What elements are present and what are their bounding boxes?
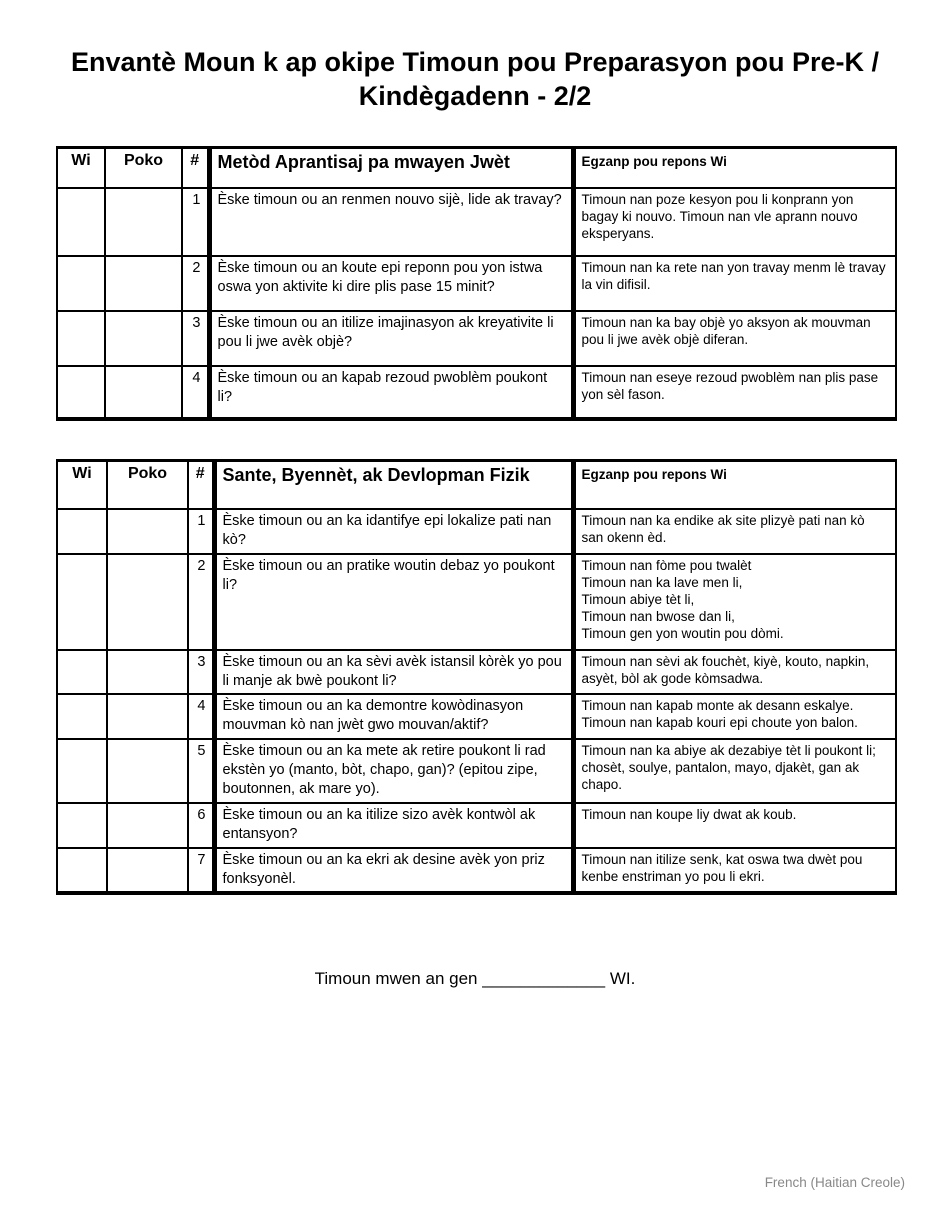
table-row bbox=[57, 366, 896, 419]
example-line: Timoun abiye tèt li, bbox=[581, 591, 695, 607]
wi-checkbox-cell[interactable] bbox=[57, 803, 107, 848]
table-row bbox=[57, 739, 896, 803]
poko-checkbox-cell[interactable] bbox=[105, 188, 182, 256]
example-text bbox=[573, 256, 896, 311]
col-num-header: # bbox=[188, 461, 214, 509]
col-example-header: Egzanp pou repons Wi bbox=[573, 461, 896, 509]
wi-checkbox-cell[interactable] bbox=[57, 848, 107, 893]
wi-checkbox-cell[interactable] bbox=[57, 694, 107, 739]
row-number: 7 bbox=[188, 848, 214, 893]
table-row bbox=[57, 694, 896, 739]
question-text: Èske timoun ou an itilize imajinasyon ak kreyativite li pou li jwe avèk objè? bbox=[209, 311, 573, 366]
table-row bbox=[57, 256, 896, 311]
poko-checkbox-cell[interactable] bbox=[105, 366, 182, 419]
row-number: 6 bbox=[188, 803, 214, 848]
example-text bbox=[573, 509, 896, 554]
wi-checkbox-cell[interactable] bbox=[57, 509, 107, 554]
table-row bbox=[57, 509, 896, 554]
example-line: Timoun nan fòme pou twalèt bbox=[581, 557, 752, 573]
example-text bbox=[573, 188, 896, 256]
row-number: 3 bbox=[182, 311, 209, 366]
example-text bbox=[573, 694, 896, 739]
poko-checkbox-cell[interactable] bbox=[107, 650, 188, 694]
example-line: Timoun nan ka lave men li, bbox=[581, 574, 743, 590]
row-number: 4 bbox=[182, 366, 209, 419]
wi-checkbox-cell[interactable] bbox=[57, 188, 105, 256]
col-example-header: Egzanp pou repons Wi bbox=[573, 148, 896, 188]
poko-checkbox-cell[interactable] bbox=[107, 509, 188, 554]
section-heading: Metòd Aprantisaj pa mwayen Jwèt bbox=[209, 148, 573, 188]
section-heading: Sante, Byennèt, ak Devlopman Fizik bbox=[214, 461, 573, 509]
health-physical-table bbox=[56, 459, 897, 895]
wi-checkbox-cell[interactable] bbox=[57, 256, 105, 311]
question-text: Èske timoun ou an pratike woutin debaz yo poukont li? bbox=[214, 554, 573, 650]
question-text: Èske timoun ou an renmen nouvo sijè, lide ak travay? bbox=[209, 188, 573, 256]
row-number: 3 bbox=[188, 650, 214, 694]
summary-line: Timoun mwen an gen _____________ WI. bbox=[314, 969, 636, 988]
question-text: Èske timoun ou an koute epi reponn pou yon istwa oswa yon aktivite ki dire plis pase 15 minit? bbox=[209, 256, 573, 311]
table-row bbox=[57, 848, 896, 893]
poko-checkbox-cell[interactable] bbox=[105, 256, 182, 311]
col-poko-header: Poko bbox=[107, 461, 188, 509]
wi-checkbox-cell[interactable] bbox=[57, 311, 105, 366]
example-text bbox=[573, 311, 896, 366]
example-line: Timoun nan ka abiye ak dezabiye tèt li poukont li; chosèt, soulye, pantalon, mayo, djakèt, gan ak chapo. bbox=[581, 742, 876, 792]
example-line: Timoun nan ka bay objè yo aksyon ak mouvman pou li jwe avèk objè diferan. bbox=[581, 314, 871, 347]
wi-checkbox-cell[interactable] bbox=[57, 739, 107, 803]
table-row bbox=[57, 188, 896, 256]
table-body bbox=[57, 509, 896, 893]
question-text: Èske timoun ou an ka idantifye epi lokalize pati nan kò? bbox=[214, 509, 573, 554]
example-line: Timoun nan kapab monte ak desann eskalye. bbox=[581, 697, 854, 713]
example-text bbox=[573, 366, 896, 419]
example-text bbox=[573, 803, 896, 848]
poko-checkbox-cell[interactable] bbox=[107, 848, 188, 893]
question-text: Èske timoun ou an kapab rezoud pwoblèm poukont li? bbox=[209, 366, 573, 419]
wi-checkbox-cell[interactable] bbox=[57, 650, 107, 694]
question-text: Èske timoun ou an ka demontre kowòdinasyon mouvman kò nan jwèt gwo mouvan/aktif? bbox=[214, 694, 573, 739]
question-text: Èske timoun ou an ka sèvi avèk istansil kòrèk yo pou li manje ak bwè poukont li? bbox=[214, 650, 573, 694]
row-number: 5 bbox=[188, 739, 214, 803]
example-line: Timoun nan sèvi ak fouchèt, kiyè, kouto, napkin, asyèt, bòl ak gode kòmsadwa. bbox=[581, 653, 870, 686]
example-line: Timoun nan ka endike ak site plizyè pati nan kò san okenn èd. bbox=[581, 512, 865, 545]
table-body bbox=[57, 188, 896, 419]
table-row bbox=[57, 311, 896, 366]
example-line: Timoun nan eseye rezoud pwoblèm nan plis pase yon sèl fason. bbox=[581, 369, 879, 402]
table-row bbox=[57, 554, 896, 650]
example-line: Timoun nan ka rete nan yon travay menm lè travay la vin difisil. bbox=[581, 259, 886, 292]
example-text bbox=[573, 739, 896, 803]
wi-checkbox-cell[interactable] bbox=[57, 554, 107, 650]
example-line: Timoun nan bwose dan li, bbox=[581, 608, 735, 624]
col-poko-header: Poko bbox=[105, 148, 182, 188]
col-wi-header: Wi bbox=[57, 148, 105, 188]
row-number: 1 bbox=[182, 188, 209, 256]
example-line: Timoun nan itilize senk, kat oswa twa dwèt pou kenbe enstriman yo pou li ekri. bbox=[581, 851, 863, 884]
col-wi-header: Wi bbox=[57, 461, 107, 509]
example-text bbox=[573, 554, 896, 650]
page-title: Envantè Moun k ap okipe Timoun pou Preparasyon pou Pre-K / Kindègadenn - 2/2 bbox=[70, 47, 880, 111]
example-text bbox=[573, 848, 896, 893]
poko-checkbox-cell[interactable] bbox=[105, 311, 182, 366]
language-label: French (Haitian Creole) bbox=[764, 1175, 905, 1190]
example-line: Timoun nan kapab kouri epi choute yon balon. bbox=[581, 714, 858, 730]
poko-checkbox-cell[interactable] bbox=[107, 739, 188, 803]
table-row bbox=[57, 650, 896, 694]
wi-checkbox-cell[interactable] bbox=[57, 366, 105, 419]
col-num-header: # bbox=[182, 148, 209, 188]
question-text: Èske timoun ou an ka ekri ak desine avèk yon priz fonksyonèl. bbox=[214, 848, 573, 893]
question-text: Èske timoun ou an ka itilize sizo avèk kontwòl ak entansyon? bbox=[214, 803, 573, 848]
row-number: 2 bbox=[182, 256, 209, 311]
row-number: 4 bbox=[188, 694, 214, 739]
example-line: Timoun gen yon woutin pou dòmi. bbox=[581, 625, 784, 641]
table-row bbox=[57, 803, 896, 848]
example-line: Timoun nan koupe liy dwat ak koub. bbox=[581, 806, 797, 822]
example-line: Timoun nan poze kesyon pou li konprann yon bagay ki nouvo. Timoun nan vle aprann nouvo eksperyans. bbox=[581, 191, 858, 241]
poko-checkbox-cell[interactable] bbox=[107, 803, 188, 848]
row-number: 2 bbox=[188, 554, 214, 650]
poko-checkbox-cell[interactable] bbox=[107, 694, 188, 739]
example-text bbox=[573, 650, 896, 694]
question-text: Èske timoun ou an ka mete ak retire poukont li rad ekstèn yo (manto, bòt, chapo, gan)? (epitou zipe, boutonnen, ak mare yo). bbox=[214, 739, 573, 803]
play-learning-table bbox=[56, 146, 897, 421]
poko-checkbox-cell[interactable] bbox=[107, 554, 188, 650]
row-number: 1 bbox=[188, 509, 214, 554]
